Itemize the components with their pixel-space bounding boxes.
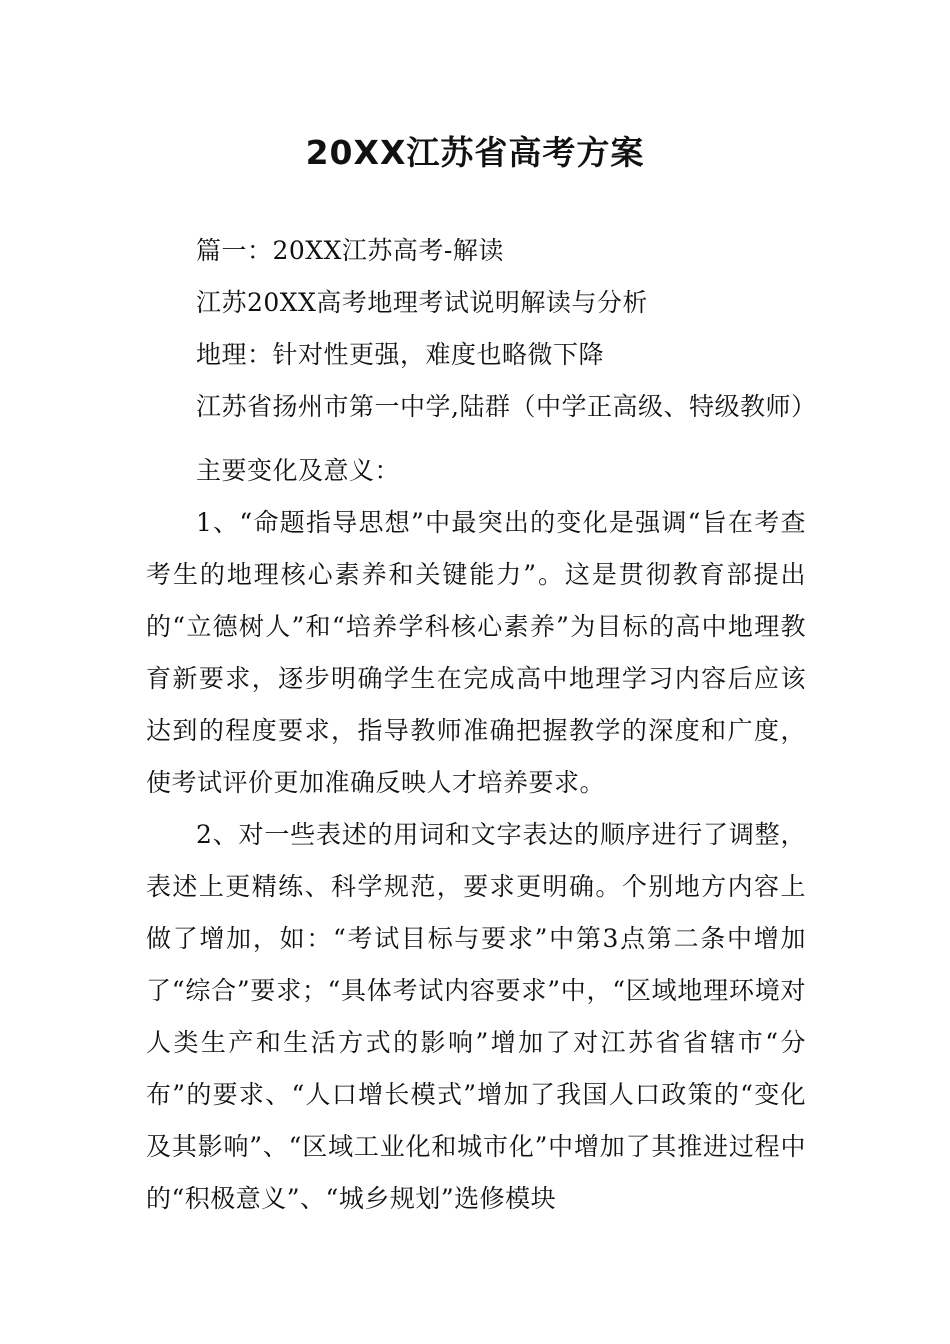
paragraph-headline: 地理：针对性更强，难度也略微下降 (196, 340, 605, 369)
paragraph-point-1: 1、“命题指导思想”中最突出的变化是强调“旨在考查考生的地理核心素养和关键能力”。这是贯彻教育部提出的“立德树人”和“培养学科核心素养”为目标的高中地理教育新要求，逐步明确学生在完成高中地理学习内容后应该达到的程度要求，指导教师准确把握教学的深度和广度，使考试评价更加准确反映人才培养要求。 (146, 508, 806, 797)
page-title: 20XX江苏省高考方案 (305, 133, 645, 172)
paragraph-subtitle: 篇一：20XX江苏高考-解读 (196, 236, 504, 265)
paragraph-author: 江苏省扬州市第一中学,陆群（中学正高级、特级教师） (196, 392, 817, 421)
paragraph-article-title: 江苏20XX高考地理考试说明解读与分析 (196, 288, 648, 317)
document-body (146, 225, 817, 1225)
paragraph-section-heading: 主要变化及意义： (196, 456, 401, 485)
paragraph-point-2: 2、对一些表述的用词和文字表达的顺序进行了调整，表述上更精练、科学规范，要求更明确。个别地方内容上做了增加，如：“考试目标与要求”中第3点第二条中增加了“综合”要求；“具体考试内容要求”中，“区域地理环境对人类生产和生活方式的影响”增加了对江苏省省辖市“分布”的要求、“人口增长模式”增加了我国人口政策的“变化及其影响”、“区域工业化和城市化”中增加了其推进过程中的“积极意义”、“城乡规划”选修模块 (146, 820, 806, 1213)
